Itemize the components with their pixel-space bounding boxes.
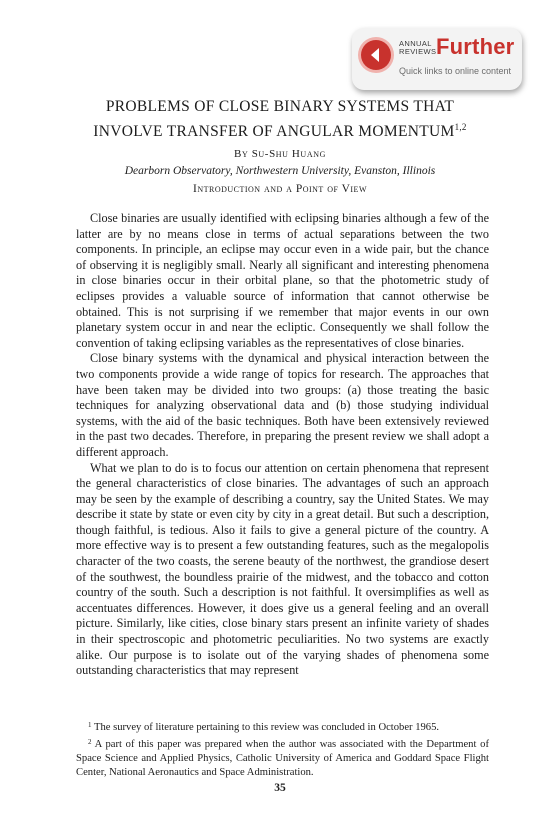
annual-reviews-wordmark: ANNUAL REVIEWS bbox=[399, 39, 437, 56]
article-title-line-1: PROBLEMS OF CLOSE BINARY SYSTEMS THAT bbox=[105, 98, 455, 115]
annual-reviews-logo-icon bbox=[361, 40, 391, 70]
footnote: $^1$ The survey of literature pertaining to this review was concluded in October 1965. bbox=[88, 721, 440, 733]
footnotes bbox=[76, 718, 489, 780]
further-label[interactable]: Further bbox=[436, 34, 515, 59]
article-title-line-2: INVOLVE TRANSFER OF ANGULAR MOMENTUM$^{1,2}$ bbox=[93, 122, 467, 140]
paragraph: Close binaries are usually identified with eclipsing binaries although a few of the latter are by no means close in terms of actual separations between the two components. In principle, an eclipse may occur even in a wide pair, but the chance of observing it is negligibly small. Nearly all significant and interesting phenomena in close binaries occur in their orbital plane, so that the photometric study of eclipses provides a valuable source of information that cannot otherwise be obtained. This is not surprising if we remember that major events in our own planetary system occur in and near the ecliptic. Consequently we shall follow the convention of taking eclipsing variables as the representatives of close binaries. bbox=[76, 211, 489, 350]
paragraph: Close binary systems with the dynamical and physical interaction between the two components provide a wide range of topics for research. The approaches that have been taken may be divided into two groups: (a) those treating the basic techniques for analyzing observational data and (b) those studying individual systems, with the aid of the basic techniques. Both have been extensively reviewed in the past two decades. Therefore, in preparing the present review we shall adopt a different approach. bbox=[76, 351, 489, 459]
footnote: $^2$ A part of this paper was prepared when the author was associated with the Department of Space Science and Applied Physics, Catholic University of America and Goddard Space Flight Center, National Aeronautics and Space Administration. bbox=[76, 738, 489, 778]
author-affiliation: Dearborn Observatory, Northwestern University, Evanston, Illinois bbox=[124, 165, 436, 177]
page-number: 35 bbox=[274, 782, 286, 794]
quick-links-label[interactable]: Quick links to online content bbox=[399, 66, 512, 76]
body-text bbox=[76, 211, 489, 679]
paragraph: What we plan to do is to focus our attention on certain phenomena that represent the general characteristics of close binaries. The advantages of such an approach may be seen by the example of describing a country, say the United States. We may describe it state by state or even city by city in a great detail. But such a description, though faithful, is tedious. Also it fails to give a general picture of the country. A more effective way is to present a few outstanding features, such as the megalopolis character of the two coasts, the serene beauty of the northwest, the grandiose desert of the southwest, the boundless prairie of the midwest, and the tobacco and cotton country of the south. Such a description is not faithful. It oversimplifies as well as accentuates differences. However, it does give us a general feeling and an overall picture. Similarly, like cities, close binary stars present an infinite variety of shades in their spectroscopic and photometric peculiarities. No two systems are exactly alike. Our purpose is to isolate out of the varying shades of phenomena some outstanding characteristics that may represent bbox=[76, 460, 489, 678]
author-byline: By Su-Shu Huang bbox=[234, 148, 326, 160]
section-heading: Introduction and a Point of View bbox=[192, 183, 367, 195]
title-footnote-marks: 1,2 bbox=[454, 122, 467, 132]
further-badge[interactable] bbox=[352, 28, 522, 90]
